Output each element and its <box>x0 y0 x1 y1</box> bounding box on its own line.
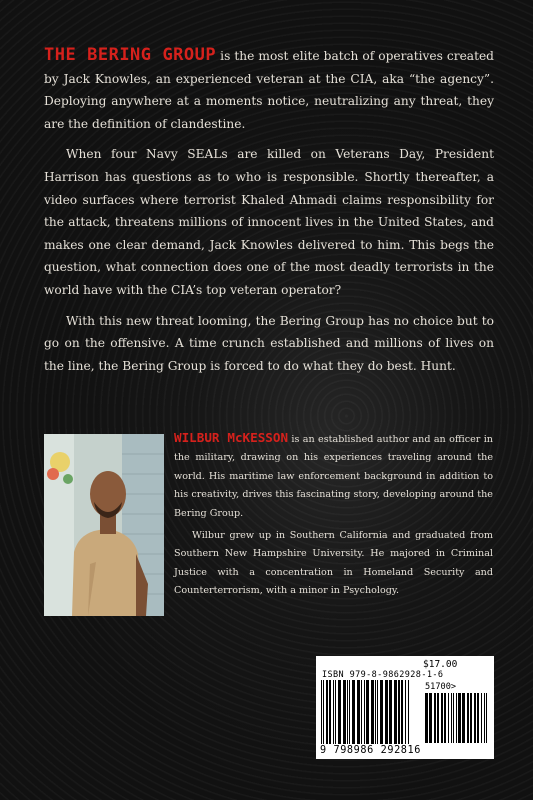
author-bio-paragraph-1-text: is an established author and an officer in the military, drawing on his experiences traveling around the world. His maritime law enforcement background in addition to his creativity, drives this fascinating story, developing around the Bering Group. <box>174 434 493 519</box>
book-blurb <box>44 44 494 385</box>
price-label: $17.00 <box>423 659 458 670</box>
blurb-paragraph-2: When four Navy SEALs are killed on Veterans Day, President Harrison has questions as to who is responsible. Shortly thereafter, a video surfaces where terrorist Khaled Ahmadi claims responsibility for the attack, threatens millions of innocent lives in the United States, and makes one clear demand, Jack Knowles delivered to him. This begs the question, what connection does one of the most deadly terrorists in the world have with the CIA’s top veteran operator? <box>44 147 494 297</box>
author-bio <box>174 429 493 605</box>
barcode-addon-number: 51700> <box>425 682 457 692</box>
isbn-barcode-box <box>316 656 494 759</box>
isbn-barcode-bars <box>320 680 418 744</box>
author-bio-paragraph-1 <box>174 429 493 523</box>
blurb-paragraph-1 <box>44 44 494 135</box>
isbn-label: ISBN 979-8-9862928-1-6 <box>322 670 444 680</box>
blurb-lead-title: THE BERING GROUP <box>44 45 217 65</box>
addon-barcode-bars <box>424 693 490 743</box>
blurb-paragraph-3: With this new threat looming, the Bering Group has no choice but to go on the offensive. A time crunch established and millions of lives on the line, the Bering Group is forced to do what they do best. Hunt. <box>44 313 494 373</box>
author-photo-illustration <box>44 434 164 616</box>
author-bio-paragraph-2: Wilbur grew up in Southern California and graduated from Southern New Hampshire University. He majored in Criminal Justice with a concentration in Homeland Security and Counterterrorism, with a minor in Psychology. <box>174 530 493 597</box>
blurb-paragraph-1-text: is the most elite batch of operatives created by Jack Knowles, an experienced veteran at the CIA, aka “the agency”. Deploying anywhere at a moments notice, neutralizing any threat, they are the definition of clandestine. <box>44 49 494 131</box>
author-photo <box>44 434 164 616</box>
barcode-number: 9 798986 292816 <box>320 745 422 756</box>
author-name: WILBUR McKESSON <box>174 430 289 445</box>
